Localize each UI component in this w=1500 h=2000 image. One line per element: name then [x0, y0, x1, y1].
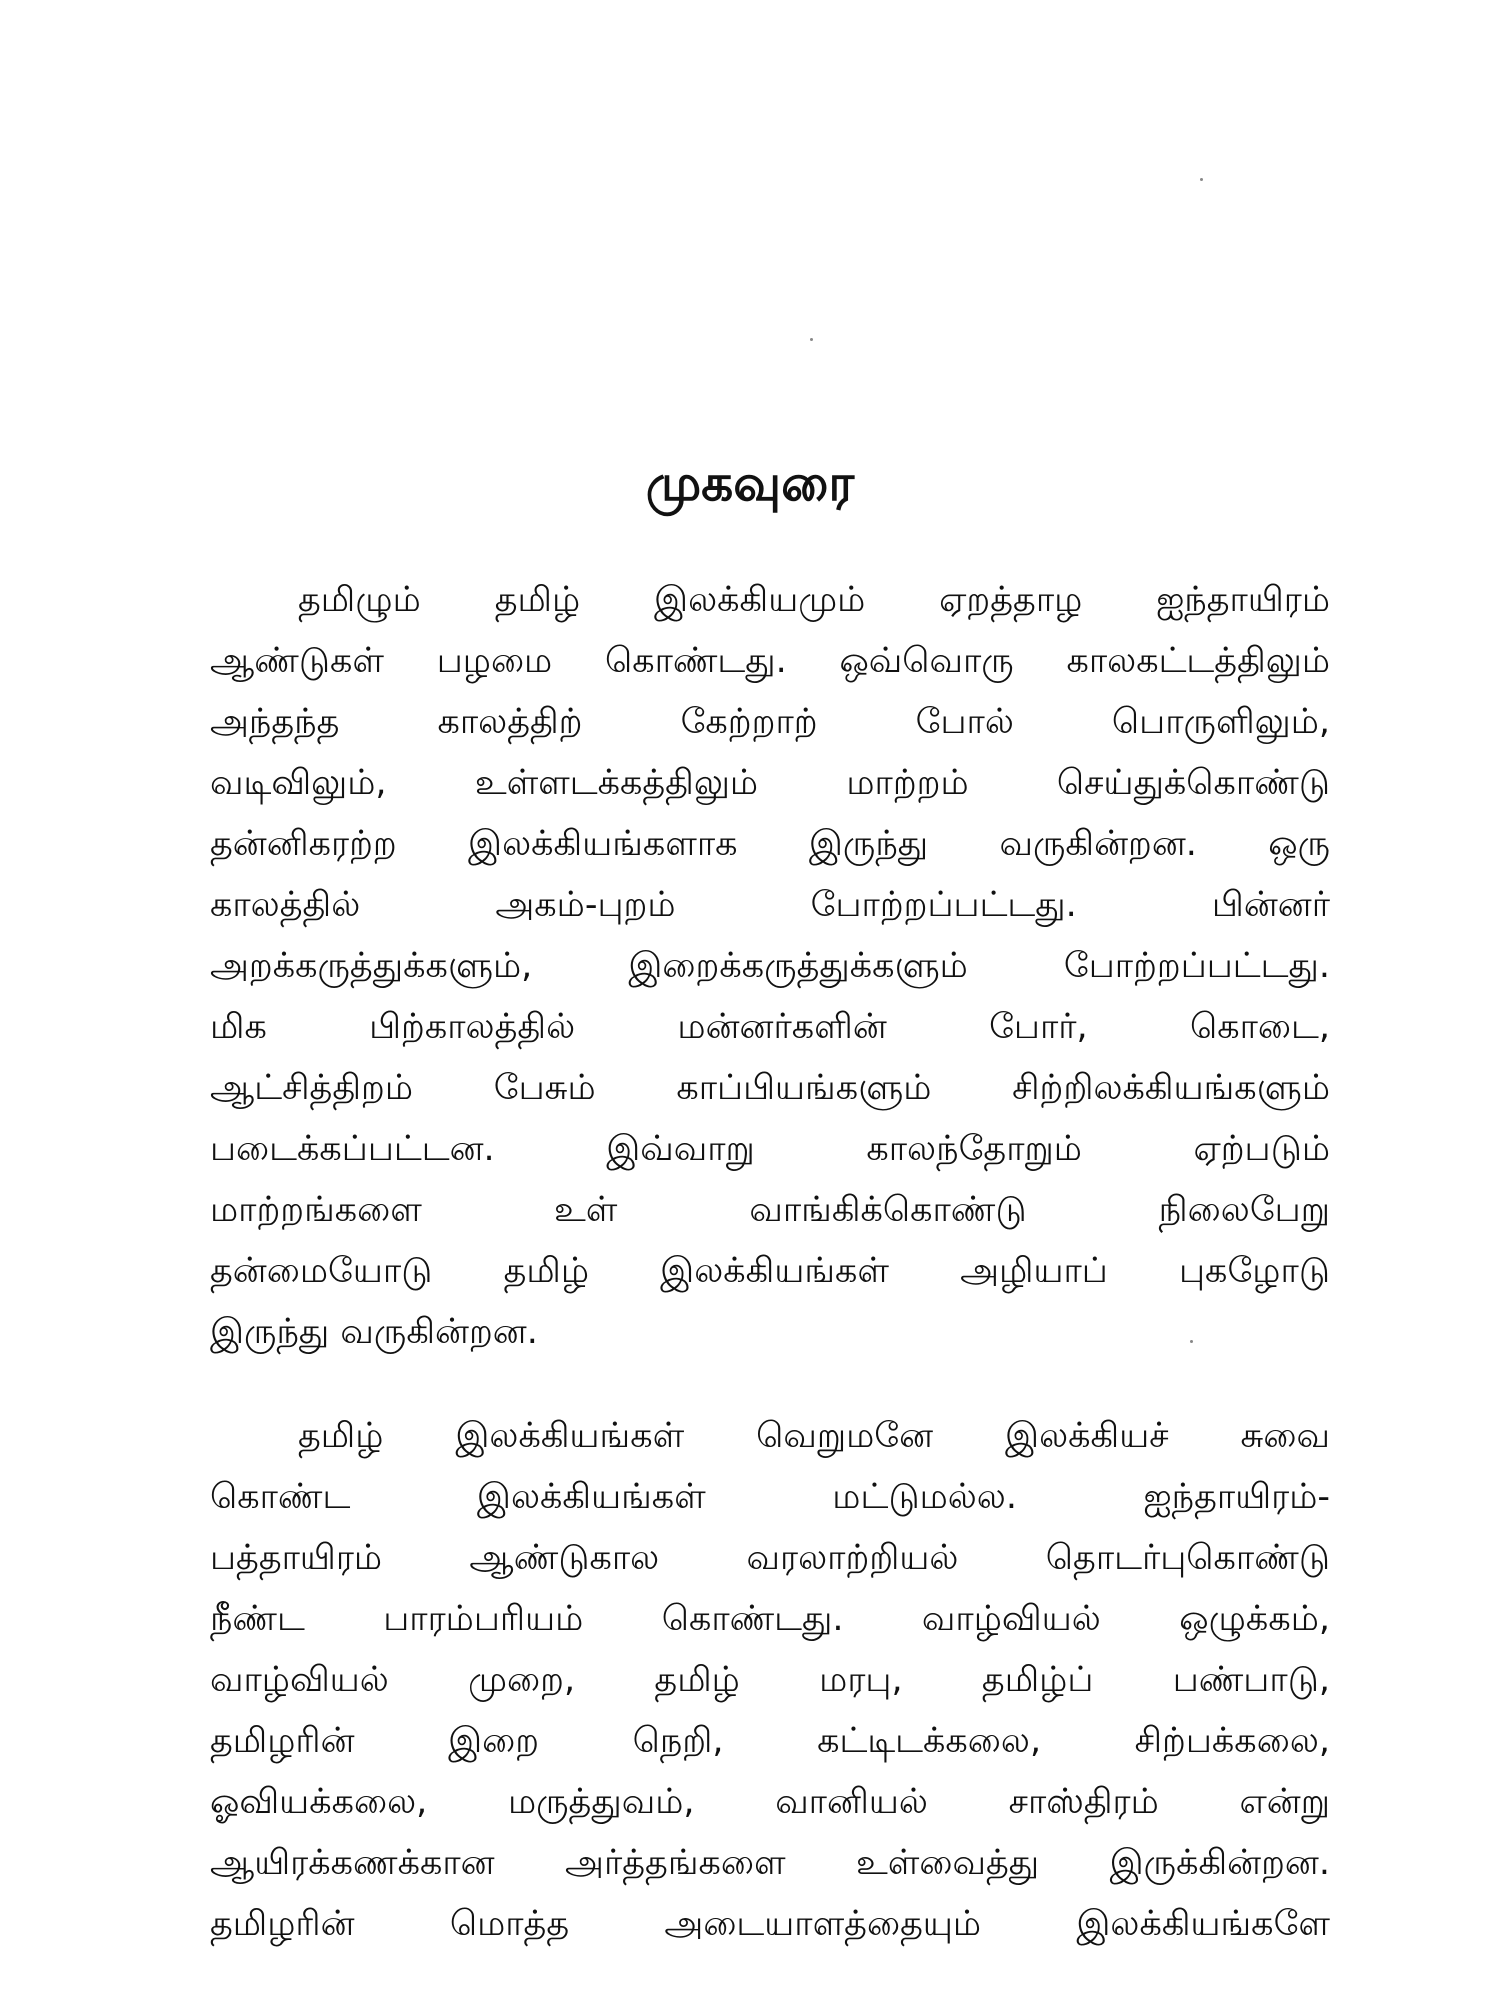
paragraph-line: தமிழரின் இறை நெறி, கட்டிடக்கலை, சிற்பக்கலை, — [210, 1721, 1330, 1761]
paragraph-line: பத்தாயிரம் ஆண்டுகால வரலாற்றியல் தொடர்புகொண்டு — [210, 1538, 1330, 1578]
paragraph-line: காலத்தில் அகம்-புறம் போற்றப்பட்டது. பின்னர் — [210, 885, 1330, 925]
paragraph-1 — [210, 570, 1330, 1363]
scan-speck — [1200, 178, 1203, 181]
paragraph-line: ஆட்சித்திறம் பேசும் காப்பியங்களும் சிற்றிலக்கியங்களும் — [210, 1068, 1330, 1108]
paragraph-line: வாழ்வியல் முறை, தமிழ் மரபு, தமிழ்ப் பண்பாடு, — [210, 1660, 1330, 1700]
page-title: முகவுரை — [645, 454, 855, 512]
paragraph-line: தமிழ் இலக்கியங்கள் வெறுமனே இலக்கியச் சுவை — [298, 1416, 1330, 1456]
paragraph-line: ஓவியக்கலை, மருத்துவம், வானியல் சாஸ்திரம் என்று — [210, 1782, 1330, 1822]
paragraph-line: அறக்கருத்துக்களும், இறைக்கருத்துக்களும் போற்றப்பட்டது. — [210, 946, 1330, 986]
paragraph-line: அந்தந்த காலத்திற் கேற்றாற் போல் பொருளிலும், — [210, 702, 1330, 742]
paragraph-line: படைக்கப்பட்டன. இவ்வாறு காலந்தோறும் ஏற்படும் — [210, 1129, 1330, 1169]
paragraph-line: கொண்ட இலக்கியங்கள் மட்டுமல்ல. ஐந்தாயிரம்- — [210, 1477, 1330, 1517]
paragraph-line: ஆயிரக்கணக்கான அர்த்தங்களை உள்வைத்து இருக்கின்றன. — [210, 1843, 1330, 1883]
paragraph-line: தன்மையோடு தமிழ் இலக்கியங்கள் அழியாப் புகழோடு — [210, 1251, 1330, 1291]
paragraph-2 — [210, 1406, 1330, 1955]
scan-speck — [810, 338, 813, 341]
paragraph-line: மிக பிற்காலத்தில் மன்னர்களின் போர், கொடை, — [210, 1007, 1330, 1047]
paragraph-line: இருந்து வருகின்றன. — [210, 1312, 538, 1352]
scan-speck — [1190, 1340, 1193, 1343]
paragraph-line: தமிழும் தமிழ் இலக்கியமும் ஏறத்தாழ ஐந்தாயிரம் — [298, 580, 1330, 620]
paragraph-line: மாற்றங்களை உள் வாங்கிக்கொண்டு நிலைபேறு — [210, 1190, 1330, 1230]
paragraph-line: நீண்ட பாரம்பரியம் கொண்டது. வாழ்வியல் ஒழுக்கம், — [210, 1599, 1330, 1639]
paragraph-line: ஆண்டுகள் பழமை கொண்டது. ஒவ்வொரு காலகட்டத்திலும் — [210, 641, 1330, 681]
paragraph-line: தமிழரின் மொத்த அடையாளத்தையும் இலக்கியங்களே — [210, 1904, 1330, 1944]
paragraph-line: தன்னிகரற்ற இலக்கியங்களாக இருந்து வருகின்றன. ஒரு — [210, 824, 1330, 864]
paragraph-line: வடிவிலும், உள்ளடக்கத்திலும் மாற்றம் செய்துக்கொண்டு — [210, 763, 1330, 803]
